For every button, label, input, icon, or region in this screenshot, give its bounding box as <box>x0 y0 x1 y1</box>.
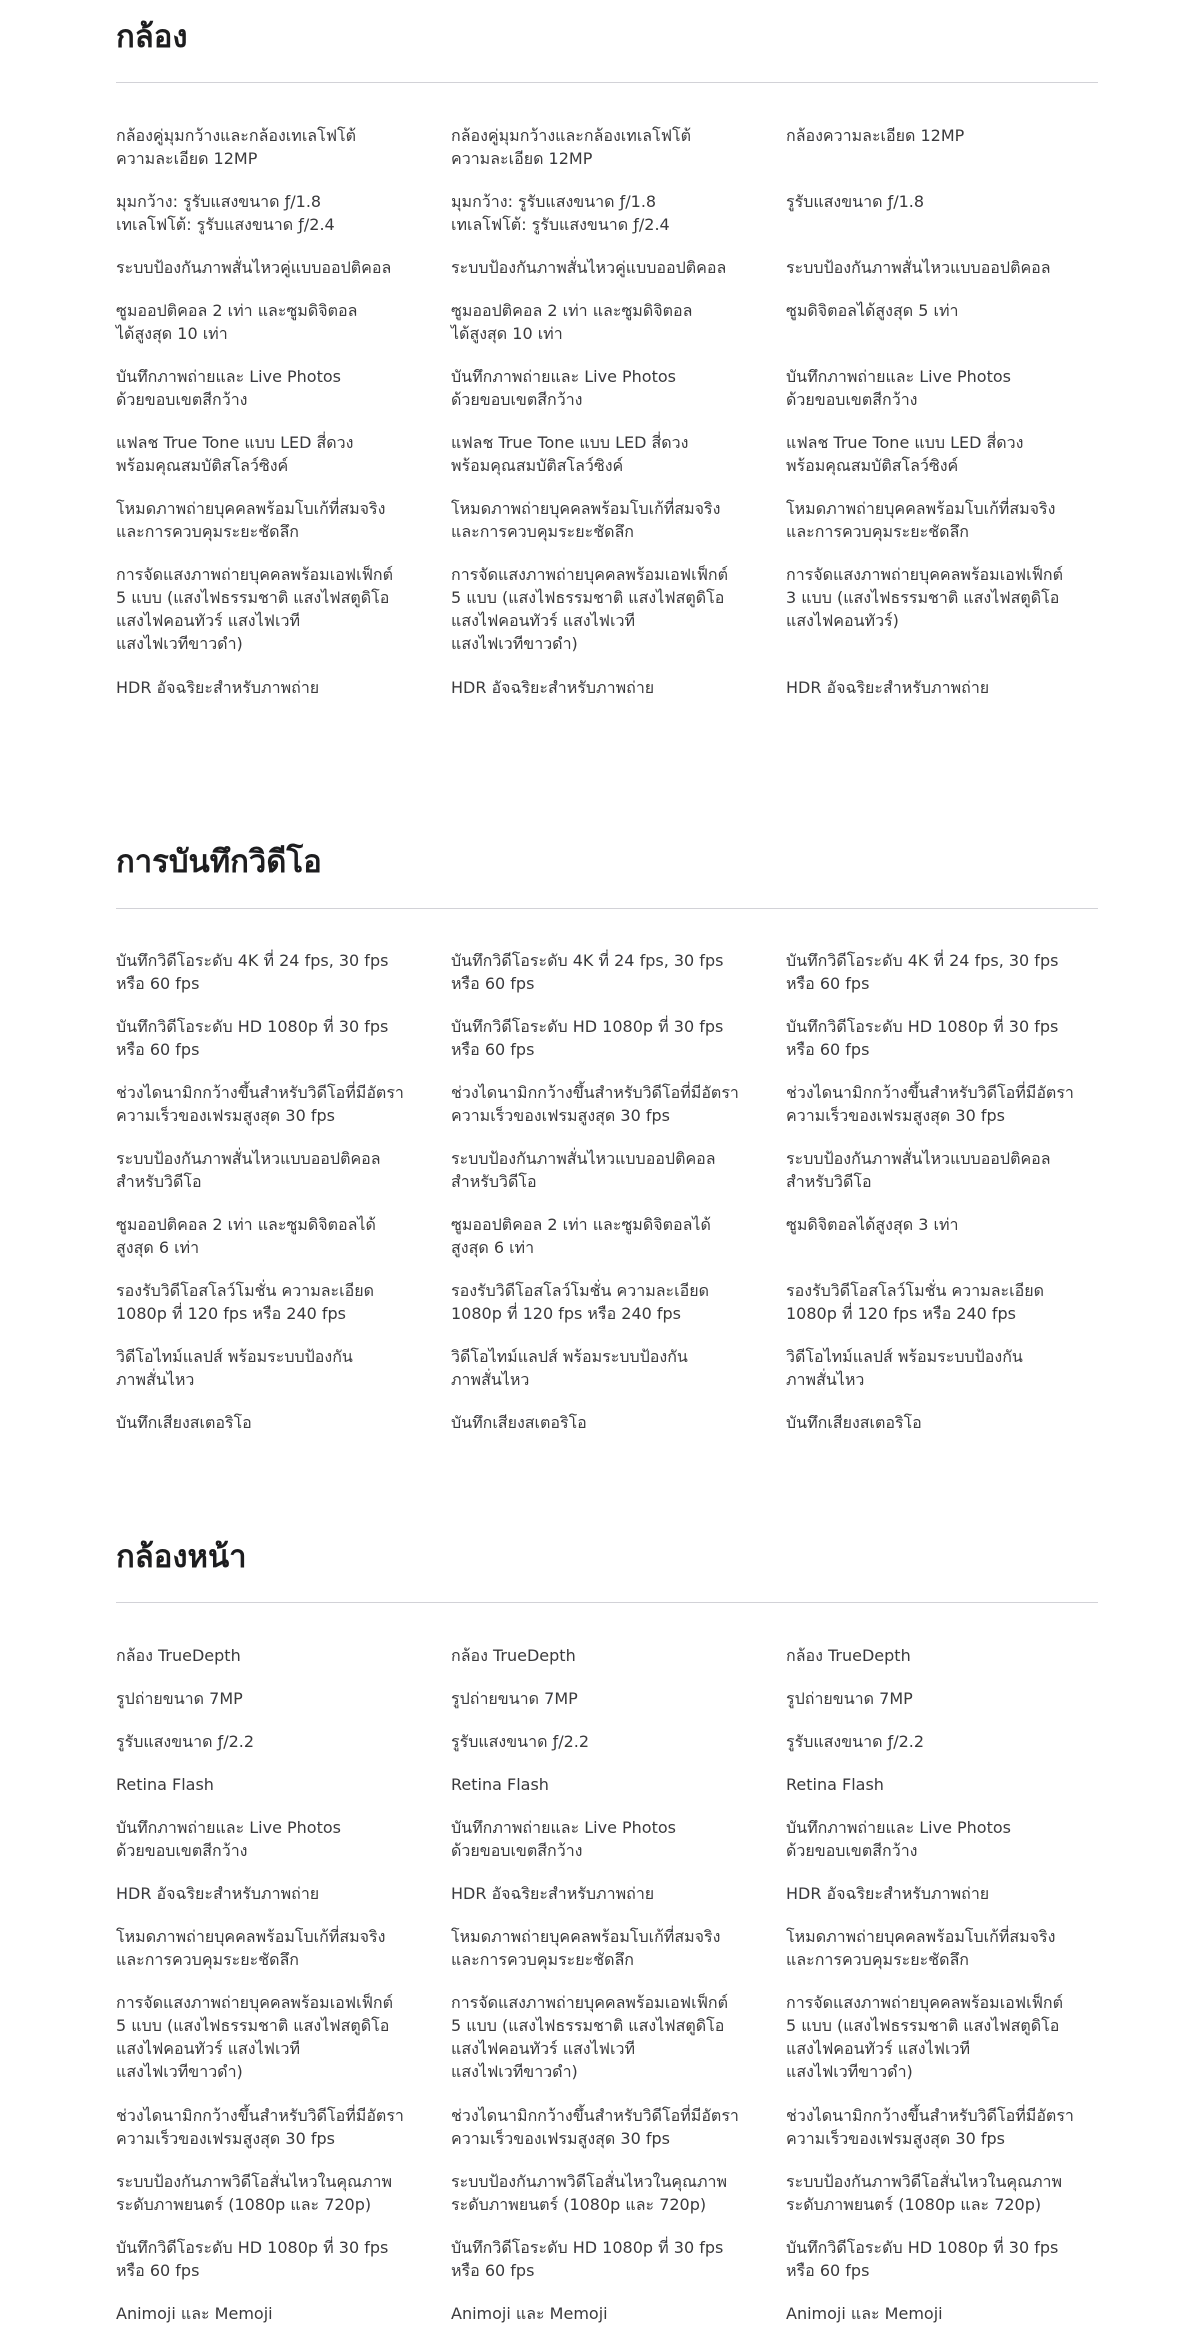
spec-item: บันทึกวิดีโอระดับ HD 1080p ที่ 30 fps หรือ 60 fps <box>451 1017 724 1059</box>
spec-item: บันทึกวิดีโอระดับ 4K ที่ 24 fps, 30 fps หรือ 60 fps <box>451 951 724 993</box>
spec-item: วิดีโอไทม์แลปส์ พร้อมระบบป้องกัน ภาพสั่นไหว <box>116 1347 353 1389</box>
spec-item: ช่วงไดนามิกกว้างขึ้นสำหรับวิดีโอที่มีอัตรา ความเร็วของเฟรมสูงสุด 30 fps <box>786 1083 1074 1125</box>
spec-item: ช่วงไดนามิกกว้างขึ้นสำหรับวิดีโอที่มีอัตรา ความเร็วของเฟรมสูงสุด 30 fps <box>116 1083 404 1125</box>
spec-item: บันทึกภาพถ่ายและ Live Photos ด้วยขอบเขตสีกว้าง <box>451 367 676 409</box>
spec-item: ซูมออปติคอล 2 เท่า และซูมดิจิตอลได้ สูงสุด 6 เท่า <box>451 1215 711 1257</box>
spec-item: ระบบป้องกันภาพสั่นไหวแบบออปติคอล สำหรับวิดีโอ <box>786 1149 1051 1191</box>
spec-item: ซูมออปติคอล 2 เท่า และซูมดิจิตอล ได้สูงสุด 10 เท่า <box>116 301 358 343</box>
spec-item: บันทึกวิดีโอระดับ HD 1080p ที่ 30 fps หรือ 60 fps <box>116 2238 389 2280</box>
spec-item: โหมดภาพถ่ายบุคคลพร้อมโบเก้ที่สมจริง และการควบคุมระยะชัดลึก <box>786 499 1056 541</box>
section-title: กล้องหน้า <box>116 1539 247 1575</box>
spec-item: บันทึกวิดีโอระดับ 4K ที่ 24 fps, 30 fps หรือ 60 fps <box>786 951 1059 993</box>
spec-item: กล้อง TrueDepth <box>116 1646 241 1665</box>
spec-item: กล้องคู่มุมกว้างและกล้องเทเลโฟโต้ ความละเอียด 12MP <box>116 126 356 168</box>
spec-item: HDR อัจฉริยะสำหรับภาพถ่าย <box>451 1884 655 1903</box>
spec-item: แฟลช True Tone แบบ LED สี่ดวง พร้อมคุณสมบัติสโลว์ซิงค์ <box>451 433 689 475</box>
spec-item: บันทึกภาพถ่ายและ Live Photos ด้วยขอบเขตสีกว้าง <box>116 1818 341 1860</box>
section-divider <box>116 82 1098 83</box>
spec-item: มุมกว้าง: รูรับแสงขนาด ƒ/1.8 เทเลโฟโต้: รูรับแสงขนาด ƒ/2.4 <box>116 192 335 234</box>
spec-item: Retina Flash <box>786 1775 884 1794</box>
section-title: กล้อง <box>116 19 188 55</box>
spec-item: บันทึกวิดีโอระดับ HD 1080p ที่ 30 fps หรือ 60 fps <box>786 1017 1059 1059</box>
spec-item: HDR อัจฉริยะสำหรับภาพถ่าย <box>786 1884 990 1903</box>
spec-item: รองรับวิดีโอสโลว์โมชั่น ความละเอียด 1080p ที่ 120 fps หรือ 240 fps <box>451 1281 709 1323</box>
spec-item: รูรับแสงขนาด ƒ/1.8 <box>786 192 925 211</box>
spec-item: การจัดแสงภาพถ่ายบุคคลพร้อมเอฟเฟ็กต์ 3 แบบ (แสงไฟธรรมชาติ แสงไฟสตูดิโอ แสงไฟคอนทัวร์) <box>786 565 1063 630</box>
spec-item: Animoji และ Memoji <box>786 2304 943 2323</box>
spec-item: การจัดแสงภาพถ่ายบุคคลพร้อมเอฟเฟ็กต์ 5 แบบ (แสงไฟธรรมชาติ แสงไฟสตูดิโอ แสงไฟคอนทัวร์ แสงไฟเวที แสงไฟเวทีขาวดำ) <box>451 565 728 653</box>
spec-item: ช่วงไดนามิกกว้างขึ้นสำหรับวิดีโอที่มีอัตรา ความเร็วของเฟรมสูงสุด 30 fps <box>786 2106 1074 2148</box>
spec-item: รูปถ่ายขนาด 7MP <box>451 1689 578 1708</box>
spec-item: การจัดแสงภาพถ่ายบุคคลพร้อมเอฟเฟ็กต์ 5 แบบ (แสงไฟธรรมชาติ แสงไฟสตูดิโอ แสงไฟคอนทัวร์ แสงไฟเวที แสงไฟเวทีขาวดำ) <box>451 1993 728 2081</box>
spec-item: การจัดแสงภาพถ่ายบุคคลพร้อมเอฟเฟ็กต์ 5 แบบ (แสงไฟธรรมชาติ แสงไฟสตูดิโอ แสงไฟคอนทัวร์ แสงไฟเวที แสงไฟเวทีขาวดำ) <box>116 565 393 653</box>
spec-item: บันทึกเสียงสเตอริโอ <box>786 1413 922 1432</box>
spec-item: รองรับวิดีโอสโลว์โมชั่น ความละเอียด 1080p ที่ 120 fps หรือ 240 fps <box>116 1281 374 1323</box>
spec-item: HDR อัจฉริยะสำหรับภาพถ่าย <box>451 678 655 697</box>
spec-item: แฟลช True Tone แบบ LED สี่ดวง พร้อมคุณสมบัติสโลว์ซิงค์ <box>786 433 1024 475</box>
spec-item: ซูมออปติคอล 2 เท่า และซูมดิจิตอลได้ สูงสุด 6 เท่า <box>116 1215 376 1257</box>
spec-item: รูรับแสงขนาด ƒ/2.2 <box>786 1732 925 1751</box>
spec-item: ระบบป้องกันภาพวิดีโอสั่นไหวในคุณภาพ ระดับภาพยนตร์ (1080p และ 720p) <box>786 2172 1063 2214</box>
section-title: การบันทึกวิดีโอ <box>116 844 322 880</box>
spec-item: ช่วงไดนามิกกว้างขึ้นสำหรับวิดีโอที่มีอัตรา ความเร็วของเฟรมสูงสุด 30 fps <box>451 1083 739 1125</box>
spec-item: ซูมดิจิตอลได้สูงสุด 3 เท่า <box>786 1215 959 1234</box>
spec-item: รองรับวิดีโอสโลว์โมชั่น ความละเอียด 1080p ที่ 120 fps หรือ 240 fps <box>786 1281 1044 1323</box>
spec-item: โหมดภาพถ่ายบุคคลพร้อมโบเก้ที่สมจริง และการควบคุมระยะชัดลึก <box>116 499 386 541</box>
spec-item: รูรับแสงขนาด ƒ/2.2 <box>116 1732 255 1751</box>
spec-item: HDR อัจฉริยะสำหรับภาพถ่าย <box>786 678 990 697</box>
spec-item: รูปถ่ายขนาด 7MP <box>116 1689 243 1708</box>
spec-item: Animoji และ Memoji <box>451 2304 608 2323</box>
spec-item: บันทึกภาพถ่ายและ Live Photos ด้วยขอบเขตสีกว้าง <box>786 367 1011 409</box>
spec-item: การจัดแสงภาพถ่ายบุคคลพร้อมเอฟเฟ็กต์ 5 แบบ (แสงไฟธรรมชาติ แสงไฟสตูดิโอ แสงไฟคอนทัวร์ แสงไฟเวที แสงไฟเวทีขาวดำ) <box>116 1993 393 2081</box>
spec-item: กล้อง TrueDepth <box>786 1646 911 1665</box>
spec-item: ระบบป้องกันภาพสั่นไหวคู่แบบออปติคอล <box>116 258 392 277</box>
spec-item: โหมดภาพถ่ายบุคคลพร้อมโบเก้ที่สมจริง และการควบคุมระยะชัดลึก <box>451 499 721 541</box>
spec-item: Animoji และ Memoji <box>116 2304 273 2323</box>
spec-item: แฟลช True Tone แบบ LED สี่ดวง พร้อมคุณสมบัติสโลว์ซิงค์ <box>116 433 354 475</box>
spec-item: โหมดภาพถ่ายบุคคลพร้อมโบเก้ที่สมจริง และการควบคุมระยะชัดลึก <box>116 1927 386 1969</box>
spec-item: กล้องความละเอียด 12MP <box>786 126 965 145</box>
spec-item: บันทึกเสียงสเตอริโอ <box>116 1413 252 1432</box>
spec-item: วิดีโอไทม์แลปส์ พร้อมระบบป้องกัน ภาพสั่นไหว <box>786 1347 1023 1389</box>
spec-item: บันทึกภาพถ่ายและ Live Photos ด้วยขอบเขตสีกว้าง <box>786 1818 1011 1860</box>
spec-item: กล้อง TrueDepth <box>451 1646 576 1665</box>
spec-item: HDR อัจฉริยะสำหรับภาพถ่าย <box>116 678 320 697</box>
spec-item: ระบบป้องกันภาพวิดีโอสั่นไหวในคุณภาพ ระดับภาพยนตร์ (1080p และ 720p) <box>451 2172 728 2214</box>
spec-item: ระบบป้องกันภาพสั่นไหวแบบออปติคอล <box>786 258 1051 277</box>
spec-item: บันทึกภาพถ่ายและ Live Photos ด้วยขอบเขตสีกว้าง <box>451 1818 676 1860</box>
spec-item: รูรับแสงขนาด ƒ/2.2 <box>451 1732 590 1751</box>
spec-item: ระบบป้องกันภาพสั่นไหวแบบออปติคอล สำหรับวิดีโอ <box>116 1149 381 1191</box>
spec-item: การจัดแสงภาพถ่ายบุคคลพร้อมเอฟเฟ็กต์ 5 แบบ (แสงไฟธรรมชาติ แสงไฟสตูดิโอ แสงไฟคอนทัวร์ แสงไฟเวที แสงไฟเวทีขาวดำ) <box>786 1993 1063 2081</box>
spec-item: ระบบป้องกันภาพสั่นไหวคู่แบบออปติคอล <box>451 258 727 277</box>
spec-item: มุมกว้าง: รูรับแสงขนาด ƒ/1.8 เทเลโฟโต้: รูรับแสงขนาด ƒ/2.4 <box>451 192 670 234</box>
spec-item: ซูมดิจิตอลได้สูงสุด 5 เท่า <box>786 301 959 320</box>
section-divider <box>116 908 1098 909</box>
spec-item: บันทึกภาพถ่ายและ Live Photos ด้วยขอบเขตสีกว้าง <box>116 367 341 409</box>
spec-item: บันทึกวิดีโอระดับ HD 1080p ที่ 30 fps หรือ 60 fps <box>116 1017 389 1059</box>
spec-item: ช่วงไดนามิกกว้างขึ้นสำหรับวิดีโอที่มีอัตรา ความเร็วของเฟรมสูงสุด 30 fps <box>116 2106 404 2148</box>
spec-item: HDR อัจฉริยะสำหรับภาพถ่าย <box>116 1884 320 1903</box>
section-divider <box>116 1602 1098 1603</box>
spec-item: บันทึกวิดีโอระดับ HD 1080p ที่ 30 fps หรือ 60 fps <box>786 2238 1059 2280</box>
spec-item: Retina Flash <box>116 1775 214 1794</box>
spec-item: ช่วงไดนามิกกว้างขึ้นสำหรับวิดีโอที่มีอัตรา ความเร็วของเฟรมสูงสุด 30 fps <box>451 2106 739 2148</box>
spec-item: วิดีโอไทม์แลปส์ พร้อมระบบป้องกัน ภาพสั่นไหว <box>451 1347 688 1389</box>
spec-item: บันทึกวิดีโอระดับ HD 1080p ที่ 30 fps หรือ 60 fps <box>451 2238 724 2280</box>
spec-item: ระบบป้องกันภาพสั่นไหวแบบออปติคอล สำหรับวิดีโอ <box>451 1149 716 1191</box>
spec-item: ระบบป้องกันภาพวิดีโอสั่นไหวในคุณภาพ ระดับภาพยนตร์ (1080p และ 720p) <box>116 2172 393 2214</box>
spec-item: Retina Flash <box>451 1775 549 1794</box>
spec-item: บันทึกเสียงสเตอริโอ <box>451 1413 587 1432</box>
spec-item: ซูมออปติคอล 2 เท่า และซูมดิจิตอล ได้สูงสุด 10 เท่า <box>451 301 693 343</box>
spec-item: รูปถ่ายขนาด 7MP <box>786 1689 913 1708</box>
spec-item: โหมดภาพถ่ายบุคคลพร้อมโบเก้ที่สมจริง และการควบคุมระยะชัดลึก <box>786 1927 1056 1969</box>
spec-item: กล้องคู่มุมกว้างและกล้องเทเลโฟโต้ ความละเอียด 12MP <box>451 126 691 168</box>
spec-item: โหมดภาพถ่ายบุคคลพร้อมโบเก้ที่สมจริง และการควบคุมระยะชัดลึก <box>451 1927 721 1969</box>
spec-item: บันทึกวิดีโอระดับ 4K ที่ 24 fps, 30 fps หรือ 60 fps <box>116 951 389 993</box>
